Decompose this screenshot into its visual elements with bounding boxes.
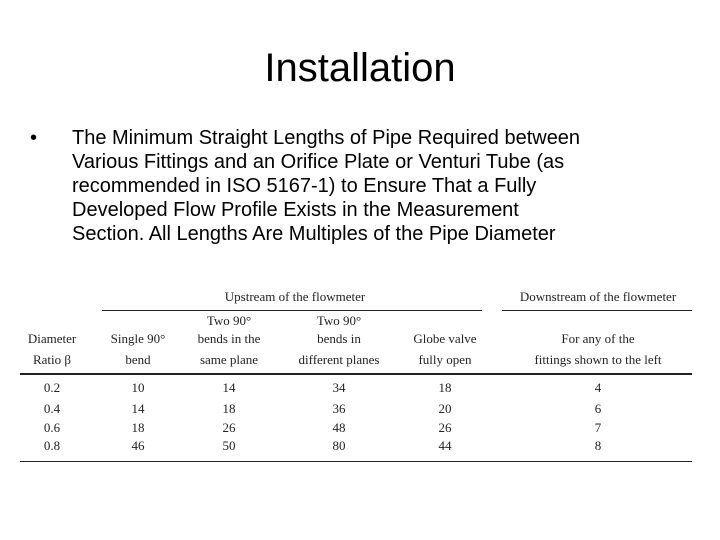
table-cell: 4 [594, 380, 602, 395]
table-cell: 18 [131, 420, 145, 435]
table-cell: 26 [438, 420, 452, 435]
col-header-line: Two 90° [206, 313, 252, 328]
col-header-line: fully open [418, 352, 472, 367]
group-header-upstream: Upstream of the flowmeter [224, 289, 366, 304]
table-cell: 44 [438, 438, 452, 453]
bullet-line: Various Fittings and an Orifice Plate or Venturi Tube (as [72, 151, 565, 173]
col-header-line: Diameter [27, 331, 77, 346]
slide-title: Installation [264, 46, 456, 90]
header-rule [20, 373, 692, 375]
group-header-downstream: Downstream of the flowmeter [519, 289, 677, 304]
table-cell: 0.6 [43, 420, 61, 435]
col-header-line: bend [125, 352, 151, 367]
table-cell: 0.2 [43, 380, 61, 395]
table-cell: 26 [222, 420, 236, 435]
group-rule-downstream [502, 310, 692, 311]
table-cell: 50 [222, 438, 236, 453]
col-header-line: bends in [317, 331, 361, 346]
col-header-line: fittings shown to the left [534, 352, 662, 367]
table-cell: 18 [438, 380, 452, 395]
col-header-line: Globe valve [413, 331, 477, 346]
table-cell: 14 [222, 380, 236, 395]
table-cell: 0.4 [43, 401, 61, 416]
table-cell: 20 [438, 401, 452, 416]
table-cell: 10 [131, 380, 145, 395]
bottom-rule [20, 461, 692, 462]
col-header-line: Ratio β [32, 352, 72, 367]
table-cell: 48 [332, 420, 346, 435]
col-header-line: different planes [298, 352, 380, 367]
table-cell: 6 [594, 401, 602, 416]
bullet-line: The Minimum Straight Lengths of Pipe Required between [72, 127, 581, 149]
table-cell: 14 [131, 401, 145, 416]
table-cell: 7 [594, 420, 602, 435]
table-cell: 18 [222, 401, 236, 416]
bullet-line: recommended in ISO 5167-1) to Ensure That a Fully [72, 175, 537, 197]
table-cell: 0.8 [43, 438, 61, 453]
col-header-line: Single 90° [110, 331, 166, 346]
bullet-line: Section. All Lengths Are Multiples of the Pipe Diameter [72, 223, 556, 245]
bullet-line: Developed Flow Profile Exists in the Measurement [72, 199, 519, 221]
table-cell: 46 [131, 438, 145, 453]
table-cell: 34 [332, 380, 346, 395]
table-cell: 80 [332, 438, 346, 453]
bullet-marker: • [30, 127, 38, 149]
table-cell: 36 [332, 401, 346, 416]
col-header-line: For any of the [561, 331, 635, 346]
col-header-line: same plane [199, 352, 259, 367]
col-header-line: Two 90° [316, 313, 362, 328]
table-cell: 8 [594, 438, 602, 453]
col-header-line: bends in the [197, 331, 261, 346]
